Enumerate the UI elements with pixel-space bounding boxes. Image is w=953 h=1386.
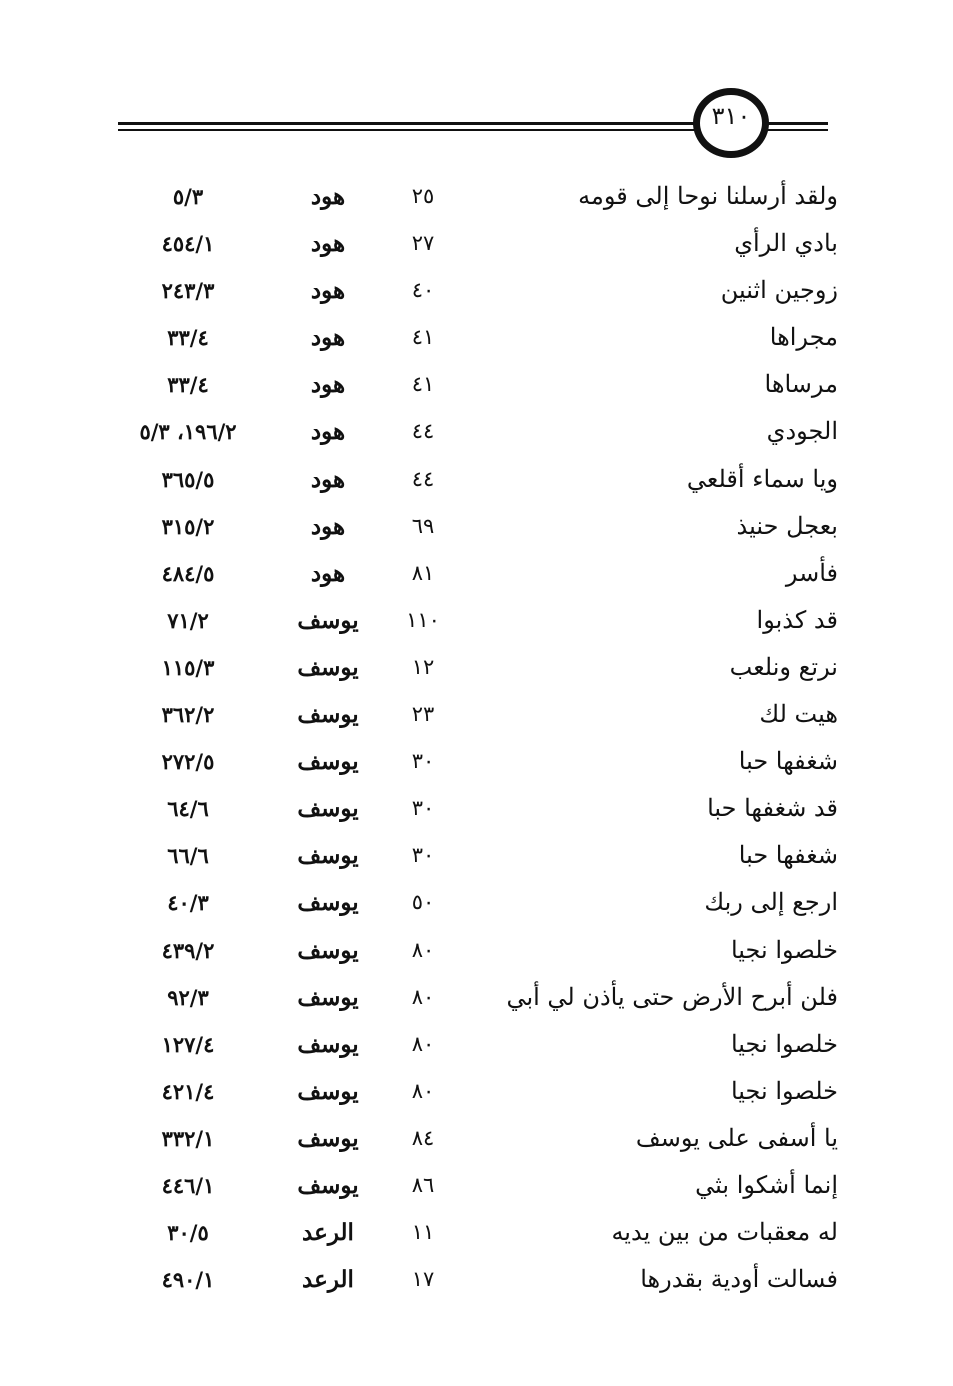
surah-name: يوسف bbox=[297, 889, 359, 917]
volume-page-ref: ٤٤٦/١ bbox=[161, 1172, 215, 1198]
index-row bbox=[0, 927, 953, 974]
index-row bbox=[0, 1021, 953, 1068]
ayah-number: ٢٥ bbox=[411, 184, 435, 208]
ayah-number: ٦٩ bbox=[411, 513, 435, 538]
ayah-number: ٨١ bbox=[411, 560, 435, 585]
phrase-text: مرساها bbox=[764, 370, 838, 399]
surah-name: هود bbox=[310, 371, 346, 399]
ayah-number: ٣٠ bbox=[411, 796, 435, 821]
ayah-number: ٨٤ bbox=[411, 1125, 435, 1150]
phrase-text: ولقد أرسلنا نوحا إلى قومه bbox=[578, 182, 838, 210]
surah-name: يوسف bbox=[297, 842, 359, 870]
volume-page-ref: ٩٢/٣ bbox=[167, 984, 209, 1010]
volume-page-ref: ٤٨٤/٥ bbox=[161, 560, 215, 586]
ayah-number: ٨٠ bbox=[411, 984, 435, 1009]
page-number: ٣١٠ bbox=[711, 102, 751, 130]
surah-name: هود bbox=[310, 512, 346, 540]
index-row bbox=[0, 173, 953, 220]
surah-name: يوسف bbox=[297, 606, 359, 634]
surah-name: يوسف bbox=[297, 795, 359, 823]
volume-page-ref: ٣٦٥/٥ bbox=[161, 466, 215, 492]
phrase-text: فلن أبرح الأرض حتى يأذن لي أبي bbox=[506, 982, 838, 1011]
volume-page-ref: ٢٤٣/٣ bbox=[161, 278, 215, 304]
ayah-number: ٥٠ bbox=[411, 890, 435, 915]
volume-page-ref: ٢٧٢/٥ bbox=[161, 749, 215, 775]
page-number-circle bbox=[693, 88, 769, 158]
index-row bbox=[0, 550, 953, 597]
surah-name: هود bbox=[310, 559, 346, 587]
index-row bbox=[0, 644, 953, 691]
phrase-text: إنما أشكوا بثي bbox=[695, 1170, 838, 1199]
surah-name: يوسف bbox=[297, 701, 359, 729]
index-row bbox=[0, 456, 953, 503]
volume-page-ref: ٦٦/٦ bbox=[167, 843, 209, 869]
volume-page-ref: ٣٣/٤ bbox=[167, 372, 209, 398]
ayah-number: ٨٦ bbox=[411, 1172, 435, 1197]
index-row bbox=[0, 832, 953, 879]
phrase-text: قد كذبوا bbox=[756, 605, 838, 634]
ayah-number: ٢٣ bbox=[411, 702, 435, 727]
volume-page-ref: ٤٠/٣ bbox=[167, 890, 209, 916]
phrase-text: خلصوا نجيا bbox=[730, 1029, 838, 1058]
surah-name: يوسف bbox=[297, 1171, 359, 1199]
index-row bbox=[0, 314, 953, 361]
volume-page-ref: ١١٥/٣ bbox=[161, 654, 215, 680]
surah-name: الرعد bbox=[302, 1266, 354, 1294]
index-row bbox=[0, 691, 953, 738]
volume-page-ref: ٤٥٤/١ bbox=[161, 231, 215, 257]
ayah-number: ٣٠ bbox=[411, 749, 435, 774]
index-row bbox=[0, 1068, 953, 1115]
ayah-number: ١١ bbox=[411, 1220, 435, 1245]
surah-name: يوسف bbox=[297, 1124, 359, 1152]
phrase-text: مجراها bbox=[769, 323, 838, 352]
index-row bbox=[0, 1209, 953, 1256]
index-row bbox=[0, 503, 953, 550]
surah-name: يوسف bbox=[297, 653, 359, 681]
ayah-number: ٤٤ bbox=[411, 466, 435, 491]
ayah-number: ٢٧ bbox=[411, 231, 435, 256]
surah-name: هود bbox=[310, 465, 346, 493]
surah-name: الرعد bbox=[302, 1219, 354, 1247]
volume-page-ref: ٤٣٩/٢ bbox=[161, 937, 215, 963]
phrase-text: بادي الرأي bbox=[734, 229, 838, 258]
phrase-text: فسالت أودية بقدرها bbox=[640, 1265, 838, 1294]
index-row bbox=[0, 1115, 953, 1162]
phrase-text: يا أسفى على يوسف bbox=[635, 1123, 838, 1152]
ayah-number: ٤١ bbox=[411, 325, 435, 350]
surah-name: يوسف bbox=[297, 1077, 359, 1105]
volume-page-ref: ٣٠/٥ bbox=[167, 1220, 209, 1246]
ayah-number: ١٢ bbox=[411, 654, 435, 679]
ayah-number: ٨٠ bbox=[411, 937, 435, 962]
phrase-text: فأسر bbox=[785, 558, 838, 587]
index-row bbox=[0, 785, 953, 832]
phrase-text: ارجع إلى ربك bbox=[704, 888, 838, 917]
volume-page-ref: ٣٣٢/١ bbox=[161, 1125, 215, 1151]
index-row bbox=[0, 1162, 953, 1209]
index-row bbox=[0, 1256, 953, 1303]
volume-page-ref: ١٢٧/٤ bbox=[161, 1031, 215, 1057]
phrase-text: ويا سماء أقلعي bbox=[686, 464, 838, 493]
index-row bbox=[0, 267, 953, 314]
volume-page-ref: ٥/٣ bbox=[172, 184, 204, 209]
ayah-number: ٨٠ bbox=[411, 1031, 435, 1056]
index-row bbox=[0, 220, 953, 267]
ayah-number: ٨٠ bbox=[411, 1078, 435, 1103]
index-row bbox=[0, 361, 953, 408]
page-header bbox=[0, 0, 953, 170]
volume-page-ref: ٦٤/٦ bbox=[167, 796, 209, 822]
volume-page-ref: ٤٢١/٤ bbox=[161, 1078, 215, 1104]
phrase-text: شغفها حبا bbox=[738, 747, 838, 776]
phrase-text: زوجين اثنين bbox=[720, 276, 838, 305]
surah-name: هود bbox=[310, 230, 346, 258]
phrase-text: هيت لك bbox=[759, 700, 838, 729]
index-table bbox=[0, 173, 953, 1303]
volume-page-ref: ١٩٦/٢، ٥/٣ bbox=[139, 419, 237, 445]
ayah-number: ٤٤ bbox=[411, 419, 435, 444]
surah-name: هود bbox=[310, 324, 346, 352]
volume-page-ref: ٣٣/٤ bbox=[167, 325, 209, 351]
ayah-number: ١٧ bbox=[411, 1267, 435, 1292]
index-row bbox=[0, 879, 953, 926]
phrase-text: خلصوا نجيا bbox=[730, 935, 838, 964]
phrase-text: نرتع ونلعب bbox=[729, 652, 838, 681]
surah-name: يوسف bbox=[297, 936, 359, 964]
surah-name: هود bbox=[310, 277, 346, 305]
ayah-number: ٤٠ bbox=[411, 278, 435, 303]
surah-name: هود bbox=[310, 418, 346, 446]
surah-name: يوسف bbox=[297, 748, 359, 776]
ayah-number: ٣٠ bbox=[411, 843, 435, 868]
phrase-text: بعجل حنيذ bbox=[736, 511, 838, 540]
volume-page-ref: ٤٩٠/١ bbox=[161, 1267, 215, 1293]
surah-name: يوسف bbox=[297, 983, 359, 1011]
volume-page-ref: ٣١٥/٢ bbox=[161, 513, 215, 539]
surah-name: هود bbox=[310, 183, 346, 210]
phrase-text: له معقبات من بين يديه bbox=[611, 1218, 838, 1247]
volume-page-ref: ٣٦٢/٢ bbox=[161, 702, 215, 728]
surah-name: يوسف bbox=[297, 1030, 359, 1058]
index-row bbox=[0, 597, 953, 644]
ayah-number: ٤١ bbox=[411, 372, 435, 397]
ayah-number: ١١٠ bbox=[406, 607, 440, 632]
volume-page-ref: ٧١/٢ bbox=[167, 607, 209, 633]
phrase-text: شغفها حبا bbox=[738, 841, 838, 870]
phrase-text: خلصوا نجيا bbox=[730, 1076, 838, 1105]
phrase-text: الجودي bbox=[766, 417, 838, 446]
index-row bbox=[0, 408, 953, 455]
index-row bbox=[0, 974, 953, 1021]
phrase-text: قد شغفها حبا bbox=[707, 794, 838, 823]
index-row bbox=[0, 738, 953, 785]
